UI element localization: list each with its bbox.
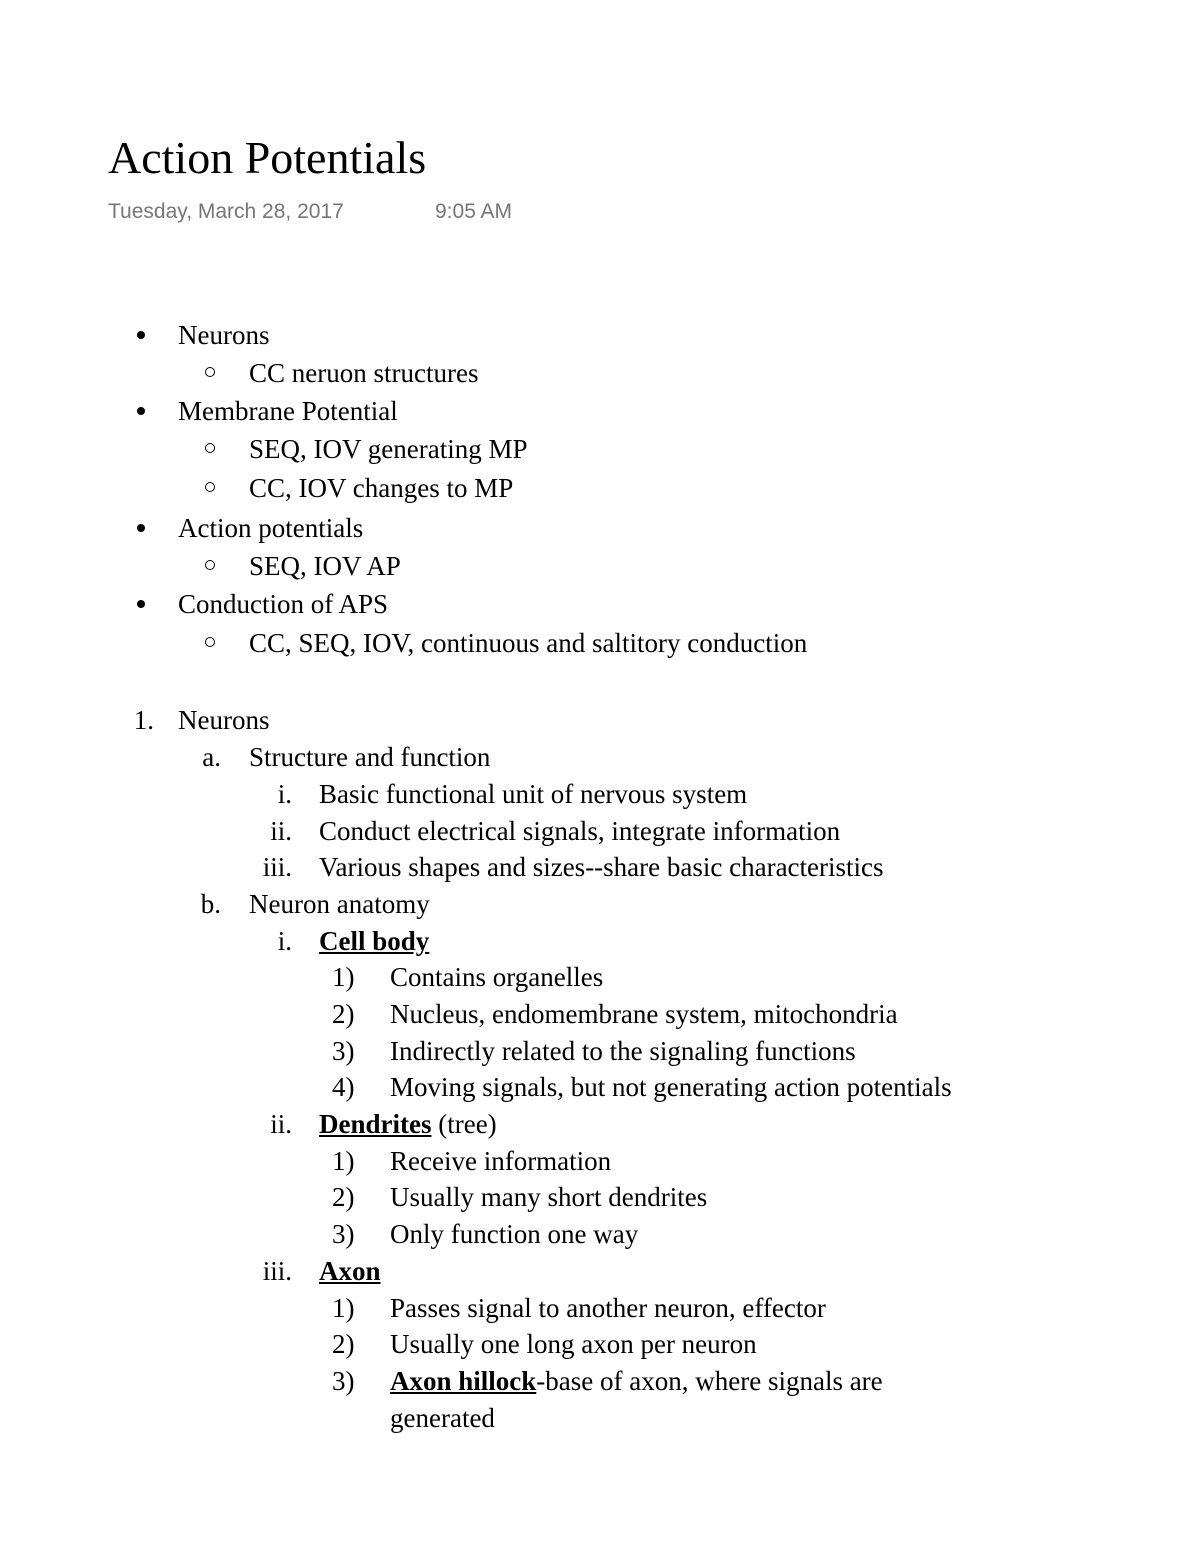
circle-marker	[205, 367, 215, 377]
circle-marker	[205, 482, 215, 492]
bullet-marker	[137, 407, 145, 415]
circle-marker	[205, 560, 215, 570]
bullet-marker	[137, 524, 145, 532]
bullet-marker	[137, 600, 145, 608]
note-time: 9:05 AM	[435, 200, 513, 223]
circle-marker	[205, 443, 215, 453]
page-title: Action Potentials	[108, 132, 427, 183]
document-page: Action Potentials Tuesday, March 28, 2017 9:05 AM Neurons CC neruon structures Membrane Potential SEQ, IOV generating MP CC, IOV changes to MP Action potentials SEQ, IOV AP Conduction of APS CC, SEQ, IOV, continuous and saltitory conduction 1. Neurons a. Structure and function i. Basic functional unit of nervous system ii. Conduct electrical signals, integrate information iii. Various shapes and sizes--share basic characteristics b. Neuron anatomy i. Cell body 1) Contains organelles 2) Nucleus, endomembrane system, mitochondria 3) Indirectly related to the signaling functions 4) Moving signals, but not generating action potentials ii. Dendrites (tree) 1) Receive information 2) Usually many short dendrites 3) Only function one way iii. Axon 1) Passes signal to another neuron, effector 2) Usually one long axon per neuron 3) Axon hillock-base of axon, where signals are generated	[108, 132, 952, 1433]
circle-marker	[205, 637, 215, 647]
bullet-marker	[137, 331, 145, 339]
note-date: Tuesday, March 28, 2017	[108, 200, 344, 223]
